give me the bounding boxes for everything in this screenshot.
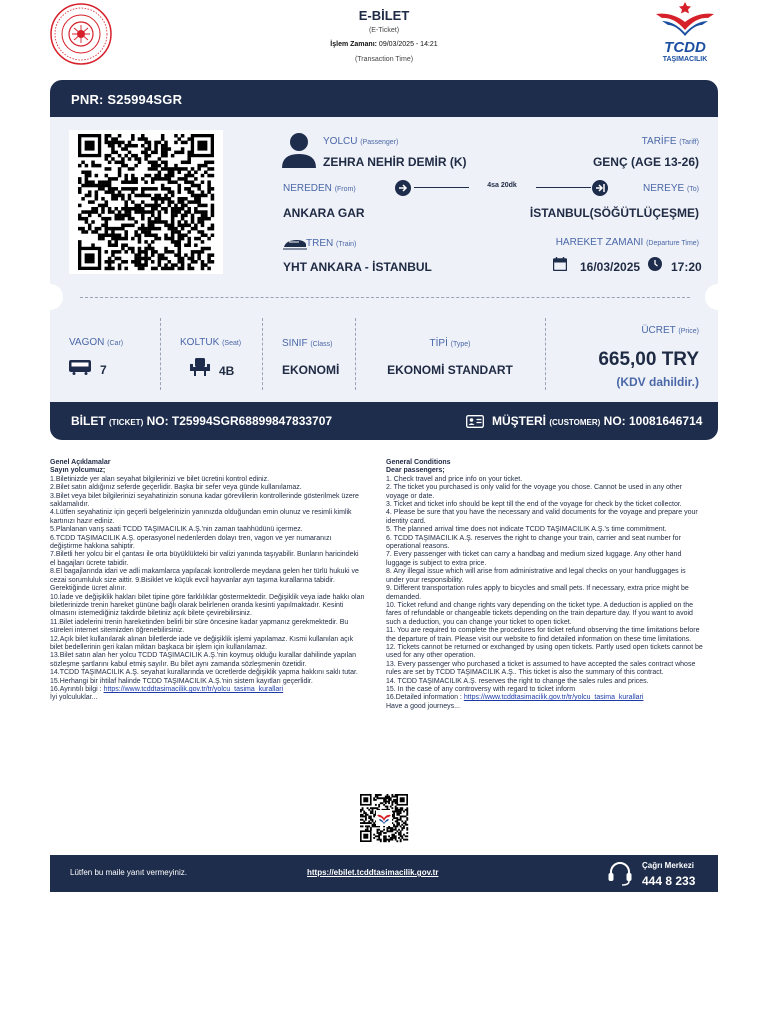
ticket-notch-left: [50, 284, 63, 310]
route-line-left: [414, 187, 469, 188]
seat-icon: [190, 358, 210, 376]
departure-label-en: (Departure Time): [646, 240, 699, 247]
pnr-code: PNR: S25994SGR: [71, 92, 183, 107]
arrival-arrow-icon: [592, 180, 608, 196]
passenger-label-tr: YOLCU: [323, 136, 358, 147]
train-label-tr: TREN: [306, 238, 334, 249]
ticket-perforation: [80, 297, 690, 298]
tariff-label: [642, 136, 699, 147]
departure-date: 16/03/2025: [580, 260, 641, 274]
conditions-en-item: 1. Check travel and price info on your ticket.: [386, 475, 523, 483]
tcdd-logo-subtext: TAŞIMACILIK: [662, 56, 708, 63]
conditions-tr-item: 3.Bilet veya bilet bilgilerinizi seyahatinizin sonuna kadar görevlilerin kontrollerinde gösterilmek üzere saklamalıdır.: [50, 492, 359, 509]
conditions-en-item: 10. Ticket refund and change rights vary depending on the ticket type. A deduction is applied on the fares of refundable or changeable tickets depending on the train departure day. If you want to avoid such a deduction, you can change your ticket to open ticket.: [386, 601, 694, 626]
train-icon: [283, 238, 307, 250]
detail-divider-4: [545, 318, 546, 390]
departure-label: [556, 237, 699, 248]
ticket-number-label-en: (TICKET): [109, 418, 144, 427]
conditions-tr-closing: İyi yolculuklar...: [50, 694, 98, 702]
conditions-en-item: 12. Tickets cannot be returned or exchanged by using open tickets. Partly used open tickets cannot be used for any other operation.: [386, 643, 703, 660]
type-label-tr: TİPİ: [429, 338, 448, 349]
conditions-tr-link[interactable]: https://www.tcddtasimacilik.gov.tr/tr/yolcu_tasima_kurallari: [103, 685, 284, 693]
conditions-tr-link-prefix: 16.Ayrıntılı bilgi :: [50, 685, 104, 693]
from-label-en: (From): [334, 186, 356, 193]
conditions-en-item: 3. Ticket and ticket info should be kept till the end of the voyage for check by the ticket collector.: [386, 501, 682, 509]
small-qr-code: [355, 790, 413, 846]
website-link[interactable]: https://ebilet.tcddtasimacilik.gov.tr: [307, 868, 439, 877]
train-name: YHT ANKARA - İSTANBUL: [283, 260, 432, 274]
passenger-label: [323, 136, 398, 147]
transaction-time-sub: (Transaction Time): [354, 56, 414, 63]
to-label-en: (To): [686, 186, 699, 193]
tcdd-wings-icon: [652, 0, 718, 40]
class-value: EKONOMİ: [282, 363, 340, 377]
conditions-en-list: [386, 476, 704, 695]
conditions-tr-item: 7.Biletli her yolcu bir el çantası ile orta büyüklükteki bir valizi yanında taşıyabilir. Bunların haricindeki el bagajları ücrete tabidir.: [50, 551, 359, 567]
customer-number-label-no: NO:: [603, 414, 626, 428]
car-label: [69, 337, 123, 348]
detail-divider-1: [160, 318, 161, 390]
conditions-tr-item: 8.El bagajlarında idari ve adli makamlarca yapılacak kontrollerde meydana gelen her türlü hukuki ve cezai sorumluluk size aittir. 9.Bisiklet ve küçük evcil hayvanlar ayrı taşıma kurallarına tabidir. Gerektiğinde ücret alınır.: [50, 568, 359, 593]
car-label-en: (Car): [107, 340, 124, 347]
ticket-number-label: BİLET: [71, 414, 106, 428]
conditions-en-link-line: [386, 694, 704, 702]
conditions-en-item: 13. Every passenger who purchased a ticket is assumed to have accepted the sales contract whose rules are set by TCDD TAŞIMACILIK A.Ş.. This ticket is also the summary of this contract.: [386, 660, 696, 677]
type-label-en: (Type): [450, 341, 471, 348]
conditions-tr-greeting: Sayın yolcumuz;: [50, 467, 106, 475]
conditions-tr-item: 6.TCDD TAŞIMACILIK A.Ş. operasyonel nedenlerden dolayı tren, vagon ve yer numaranızı değiştirme hakkına sahiptir.: [50, 534, 332, 551]
conditions-en-item: 2. The ticket you purchased is only valid for the voyage you chose. Cannot be used in any other voyage or date.: [386, 484, 682, 500]
price-note: (KDV dahildir.): [616, 375, 699, 389]
from-label-tr: NEREDEN: [283, 183, 332, 194]
ticket-qr-code: [69, 130, 223, 274]
id-card-icon: [466, 415, 484, 428]
conditions-tr-item: 5.Planlanan varış saati TCDD TAŞIMACILIK A.Ş.'nin zaman taahhüdünü içermez.: [50, 526, 303, 534]
conditions-en-item: 6. TCDD TAŞIMACILIK A.Ş. reserves the right to change your train, carrier and seat number for operational reasons.: [386, 534, 681, 551]
conditions-tr-title: Genel Açıklamalar: [50, 459, 111, 466]
from-label: [283, 183, 356, 194]
tariff-label-en: (Tariff): [679, 139, 699, 146]
conditions-en-item: 14. TCDD TAŞIMACILIK A.Ş. reserves the right to change the sales rules and prices.: [386, 677, 649, 685]
ticket-number-value: T25994SGR68899847833707: [171, 414, 333, 428]
conditions-en-item: 11. You are required to complete the procedures for ticket refund observing the time limitations before the departure of train. Please visit our website to find detailed information on these time limitations.: [386, 627, 700, 643]
conditions-tr-item: 13.Bilet satın alan her yolcu TCDD TAŞIMACILIK A.Ş.'nin koymuş olduğu kurallar dahilinde yapılan sözleşme şartlarını kabul etmiş sayılır. Bu bilet aynı zamanda sözleşmenin özetidir.: [50, 652, 356, 668]
detail-divider-3: [355, 318, 356, 390]
conditions-en-link-prefix: 16.Detailed information :: [386, 694, 464, 702]
tcdd-logo: [652, 0, 718, 66]
ticket-header-bar: [50, 80, 718, 117]
train-label-en: (Train): [336, 241, 357, 248]
train-label: [306, 238, 356, 249]
detail-divider-2: [262, 318, 263, 390]
conditions-en-greeting: Dear passengers;: [386, 467, 445, 475]
conditions-en: [386, 459, 704, 711]
tcdd-logo-text: TCDD: [664, 39, 706, 56]
conditions-tr-item: 4.Lütfen seyahatiniz için geçerli belgelerinizin yanınızda olduğundan emin olunuz ve resimli kimlik kartınızı hazır ediniz.: [50, 509, 352, 525]
qr-code-image: [69, 130, 223, 274]
to-label-tr: NEREYE: [643, 183, 685, 194]
conditions-en-item: 7. Every passenger with ticket can carry a handbag and medium sized luggage. Any other hand luggage is subject to extra price.: [386, 551, 682, 567]
customer-number-label: MÜŞTERİ: [492, 414, 546, 428]
price-value: 665,00 TRY: [598, 349, 699, 370]
call-center-label: Çağrı Merkezi: [642, 861, 695, 870]
headset-icon: [607, 861, 633, 886]
passenger-icon: [282, 132, 316, 168]
page-subtitle: (E-Ticket): [368, 27, 400, 34]
type-label: [355, 338, 545, 349]
class-label: [282, 338, 333, 349]
conditions-tr-item: 1.Biletinizde yer alan seyahat bilgilerinizi ve bilet ücretini kontrol ediniz.: [50, 475, 270, 483]
page-title: E-BİLET: [358, 8, 410, 23]
transaction-time-value: 09/03/2025 - 14:21: [378, 41, 438, 48]
conditions-tr-item: 14.TCDD TAŞIMACILIK A.Ş. seyahat kurallarında ve ücretlerde değişiklik yapma hakkını saklı tutar.: [50, 669, 358, 677]
conditions-tr-list: [50, 476, 365, 686]
conditions-tr-link-line: [50, 686, 365, 694]
price-label: [641, 325, 699, 336]
trip-duration: 4sa 20dk: [487, 182, 517, 189]
price-label-en: (Price): [678, 328, 699, 335]
conditions-tr-item: 10.İade ve değişiklik hakları bilet tipine göre farklılıklar göstermektedir. Değişiklik veya iade hakkı olan biletlerinizde trenin hareket gününe bağlı olarak belirlenen oranda kesinti yapılmaktadır. Kesinti olmasını istemediğiniz takdirde biletiniz açık bilete çevirebilirsiniz.: [50, 593, 365, 618]
class-label-en: (Class): [310, 341, 333, 348]
passenger-label-en: (Passenger): [360, 139, 399, 146]
departure-label-tr: HAREKET ZAMANI: [555, 237, 644, 248]
seat-value: 4B: [219, 364, 235, 378]
call-center-number: 444 8 233: [642, 874, 696, 888]
seat-label-tr: KOLTUK: [180, 337, 220, 348]
tariff-value: GENÇ (AGE 13-26): [592, 155, 699, 169]
tariff-label-tr: TARİFE: [641, 136, 677, 147]
customer-number-label-en: (CUSTOMER): [549, 418, 601, 427]
type-value: EKONOMİ STANDART: [387, 363, 513, 377]
ticket-number-label-no: NO:: [146, 414, 169, 428]
ticket-number: [71, 414, 332, 428]
car-label-tr: VAGON: [69, 337, 105, 348]
conditions-en-item: 5. The planned arrival time does not indicate TCDD TAŞIMACILIK A.Ş.'s time commitment.: [386, 526, 667, 534]
to-station: İSTANBUL(SÖĞÜTLÜÇEŞME): [529, 206, 699, 220]
departure-time: 17:20: [671, 260, 702, 274]
ticket-notch-right: [705, 284, 718, 310]
departure-arrow-icon: [395, 180, 411, 196]
seat-label: [180, 337, 241, 348]
conditions-tr: [50, 459, 365, 703]
from-station: ANKARA GAR: [283, 206, 365, 220]
small-qr-image: [355, 790, 413, 846]
conditions-en-item: 4. Please be sure that you have the necessary and valid documents for the voyage and prepare your identity card.: [386, 509, 698, 525]
conditions-en-item: 15. In the case of any controversy with regard to ticket inform: [386, 685, 576, 693]
car-value: 7: [100, 363, 107, 377]
passenger-name: ZEHRA NEHİR DEMİR (K): [323, 155, 467, 169]
conditions-tr-item: 2.Bilet satın aldığınız seferde geçerlidir. Başka bir sefer veya günde kullanılamaz.: [50, 484, 302, 492]
conditions-tr-item: 12.Açık bilet kullanılarak alınan biletlerde iade ve değişiklik işlemi yapılamaz. Kısmi kullanılan açık bilet bedellerinin geri kalan miktarı başkaca bir işlem için kullanılamaz.: [50, 635, 354, 651]
customer-number: [492, 414, 702, 428]
ticket-card: [50, 80, 718, 440]
no-reply-note: Lütfen bu maile yanıt vermeyiniz.: [70, 868, 187, 877]
route-line-right: [536, 187, 591, 188]
car-icon: [69, 359, 91, 375]
seat-label-en: (Seat): [222, 340, 242, 347]
calendar-icon: [553, 257, 567, 271]
footer-bar: [50, 855, 718, 892]
ticket-footer-bar: [50, 402, 718, 440]
price-label-tr: ÜCRET: [641, 325, 676, 336]
to-label: [643, 183, 699, 194]
conditions-en-link[interactable]: https://www.tcddtasimacilik.gov.tr/tr/yolcu_tasima_kurallari: [463, 694, 644, 702]
conditions-en-closing: Have a good journeys...: [386, 702, 460, 710]
conditions-en-item: 8. Any illegal issue which will arise from administrative and legal checks on your handluggages is under your responsibility.: [386, 568, 686, 584]
customer-number-value: 10081646714: [629, 414, 703, 428]
clock-icon: [648, 257, 662, 271]
transaction-time-label: İşlem Zamanı:: [330, 41, 377, 48]
class-label-tr: SINIF: [282, 338, 308, 349]
conditions-tr-item: 15.Herhangi bir ihtilaf halinde TCDD TAŞIMACILIK A.Ş.'nin sistem kayıtları geçerlidir.: [50, 677, 313, 685]
conditions-en-title: General Conditions: [386, 459, 451, 466]
conditions-en-item: 9. Different transportation rules apply to bicycles and small pets. If necessary, extra price might be demanded.: [386, 585, 689, 601]
conditions-tr-item: 11.Bilet iadelerini trenin hareketinden belirli bir süre öncesine kadar yapmanız gerekmektedir. Bu süreleri internet sitemizden öğrenebilirsiniz.: [50, 618, 349, 635]
